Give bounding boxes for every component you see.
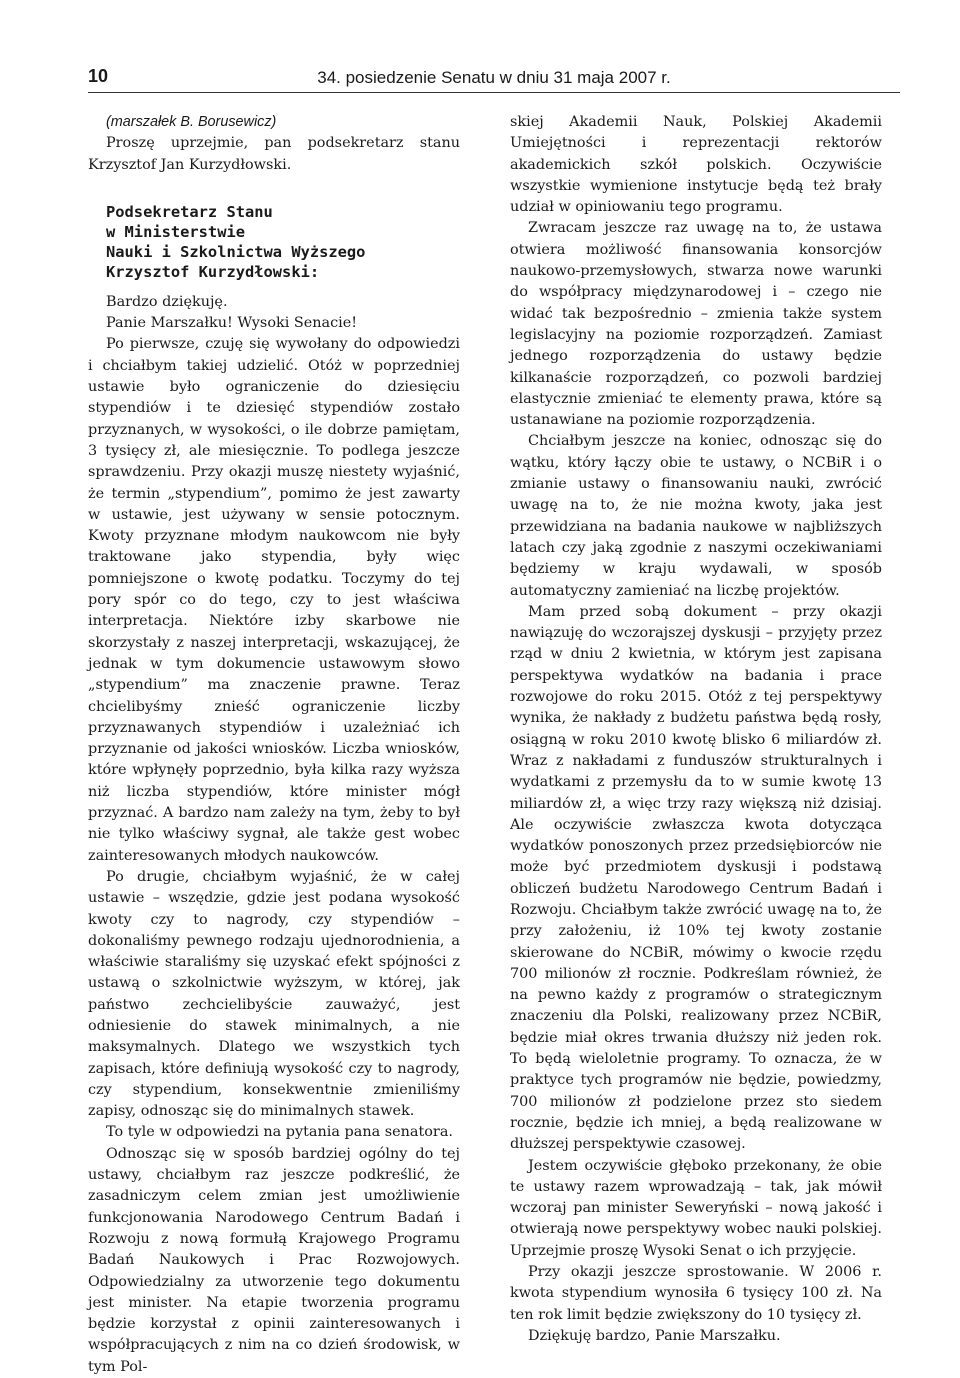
- speaker-line: Nauki i Szkolnictwa Wyższego: [106, 242, 366, 261]
- paragraph: Odnosząc się w sposób bardziej ogólny do tej ustawy, chciałbym raz jeszcze podkreślić, że zasadniczym celem zmian jest umożliwienie funkcjonowania Narodowego Centrum Badań i Rozwoju z nową formułą Krajowego Programu Badań Naukowych i Prac Rozwojowych. Odpowiedzialny za utworzenie tego dokumentu jest minister. Na etapie tworzenia programu będzie korzystał z opinii zainteresowanych i współpracujących z nim na co dzień środowisk, w tym Pol-: [88, 1145, 460, 1375]
- paragraph: Mam przed sobą dokument – przy okazji nawiązuję do wczorajszej dyskusji – przyjęty przez rząd w dniu 2 kwietnia, w którym jest zapisana perspektywa wydatków na badania i prace rozwojowe do roku 2015. Otóż z tej perspektywy wynika, że nakłady z budżetu państwa będą rosły, osiągną w roku 2010 kwotę blisko 6 miliardów zł. Wraz z nakładami z funduszów strukturalnych i wydatkami z przemysłu da to w sumie kwotę 13 miliardów zł, a więc trzy razy większą niż dzisiaj. Ale oczywiście zwłaszcza kwota dotycząca wydatków ponoszonych przez przedsiębiorców nie może być przedmiotem dyskusji i podstawą obliczeń budżetu Narodowego Centrum Badań i Rozwoju. Chciałbym także zwrócić uwagę na to, że przy założeniu, iż 10% tej kwoty zostanie skierowane do NCBiR, mówimy o kwocie rzędu 700 milionów zł rocznie. Podkreślam również, że na pewno każdy z programów o strategicznym znaczeniu dla Polski, realizowany przez NCBiR, będzie miał okres trwania dłuższy niż jeden rok. To będą wieloletnie programy. To oznacza, że w praktyce tych programów nie będzie, powiedzmy, 700 milionów zł podzielone przez sto siedem rocznie, będzie ich mniej, a będą realizowane w dłuższej perspektywie czasowej.: [510, 603, 882, 1153]
- paragraph: Zwracam jeszcze raz uwagę na to, że ustawa otwiera możliwość finansowania konsorcjów naukowo-przemysłowych, stwarza nowe warunki do współpracy międzynarodowej i – czego nie widać tak bezpośrednio – zmienia także system legislacyjny na poziomie rozporządzeń. Zamiast jednego rozporządzenia do ustawy będzie kilkanaście rozporządzeń, co pozwoli bardziej elastycznie zmieniać te elementy prawa, które są ustanawiane na poziomie rozporządzenia.: [510, 220, 882, 429]
- speaker-line: w Ministerstwie: [106, 222, 245, 241]
- speaker-heading: [106, 202, 460, 282]
- paragraph: Dziękuję bardzo, Panie Marszałku.: [528, 1327, 781, 1344]
- chair-statement: Proszę uprzejmie, pan podsekretarz stanu Krzysztof Jan Kurzydłowski.: [88, 135, 460, 173]
- paragraph: Chciałbym jeszcze na koniec, odnosząc się do wątku, który łączy obie te ustawy, o NCBiR i o zmianie ustawy o finansowaniu nauki, zwrócić uwagę na to, że nie można kwoty, jaka jest przewidziana na badania naukowe w najbliższych latach czy jaką zgodnie z naszymi oczekiwaniami będziemy w kraju wydawali, w sposób automatyczny zamieniać na liczbę projektów.: [510, 433, 882, 599]
- paragraph: Panie Marszałku! Wysoki Senacie!: [106, 315, 358, 332]
- speaker-line: Podsekretarz Stanu: [106, 202, 273, 221]
- paragraph: Po pierwsze, czuję się wywołany do odpowiedzi i chciałbym takiej udzielić. Otóż w poprzedniej ustawie było ograniczenie do dziesięciu stypendiów i te dziesięć stypendiów zostało przyznanych, w wysokości, o ile dobrze pamiętam, 3 tysięcy zł, ale miesięcznie. To podlega jeszcze sprawdzeniu. Przy okazji muszę niestety wyjaśnić, że termin „stypendium”, pomimo że jest zawarty w ustawie, jest używany w sensie potocznym. Kwoty przyznane młodym naukowcom nie były traktowane jako stypendia, były więc pomniejszone o kwotę podatku. Toczymy do tej pory spór co do tego, czy to jest właściwa interpretacja. Niektóre izby skarbowe nie skorzystały z naszej interpretacji, wskazującej, że jednak w tym dokumencie ustawowym słowo „stypendium” ma znaczenie prawne. Teraz chcielibyśmy znieść ograniczenie liczby przyznawanych stypendiów i uzależniać ich przyznanie od jakości wniosków. Liczba wniosków, które wpłynęły poprzednio, była kilka razy wyższa niż liczba stypendiów, które minister mógł przyznać. A bardzo nam zależy na tym, żeby to był nie tylko właściwy sygnał, ale także gest wobec zainteresowanych młodych naukowców.: [88, 336, 460, 864]
- page-number: 10: [88, 66, 109, 86]
- page-header: [88, 64, 900, 92]
- speaker-line: Krzysztof Kurzydłowski:: [106, 262, 320, 281]
- paragraph: To tyle w odpowiedzi na pytania pana senatora.: [106, 1124, 453, 1141]
- paragraph: Przy okazji jeszcze sprostowanie. W 2006 r. kwota stypendium wynosiła 6 tysięcy 100 zł. Na ten rok limit będzie zwiększony do 10 tysięcy zł.: [510, 1264, 882, 1323]
- left-column: [88, 112, 460, 1378]
- paragraph-continued: skiej Akademii Nauk, Polskiej Akademii Umiejętności i reprezentacji rektorów akademickich szkół polskich. Oczywiście wszystkie wymienione instytucje będą też brały udział w opiniowaniu tego programu.: [510, 114, 882, 216]
- paragraph: Jestem oczywiście głęboko przekonany, że obie te ustawy razem wprowadzają – tak, jak mówił wczoraj pan minister Seweryński – nową jakość i otwierają nowe perspektywy wobec nauki polskiej. Uprzejmie proszę Wysoki Senat o ich przyjęcie.: [510, 1157, 882, 1259]
- right-column: [510, 112, 882, 1347]
- chair-reference: (marszałek B. Borusewicz): [106, 114, 277, 130]
- running-title: 34. posiedzenie Senatu w dniu 31 maja 2007 r.: [317, 68, 671, 87]
- paragraph: Po drugie, chciałbym wyjaśnić, że w całej ustawie – wszędzie, gdzie jest podana wysokość kwoty czy to nagrody, czy stypendiów – dokonaliśmy pewnego rodzaju ujednorodnienia, a właściwie staraliśmy się uzyskać efekt spójności z ustawą o szkolnictwie wyższym, w której, jak państwo zechcielibyście zauważyć, jest odniesienie do stawek minimalnych, a nie maksymalnych. Dlatego we wszystkich tych zapisach, które definiują wysokość czy to nagrody, czy stypendium, konsekwentnie zmieniliśmy zapisy, odnosząc się do minimalnych stawek.: [88, 868, 460, 1120]
- paragraph: Bardzo dziękuję.: [106, 293, 228, 310]
- header-rule: [88, 92, 900, 93]
